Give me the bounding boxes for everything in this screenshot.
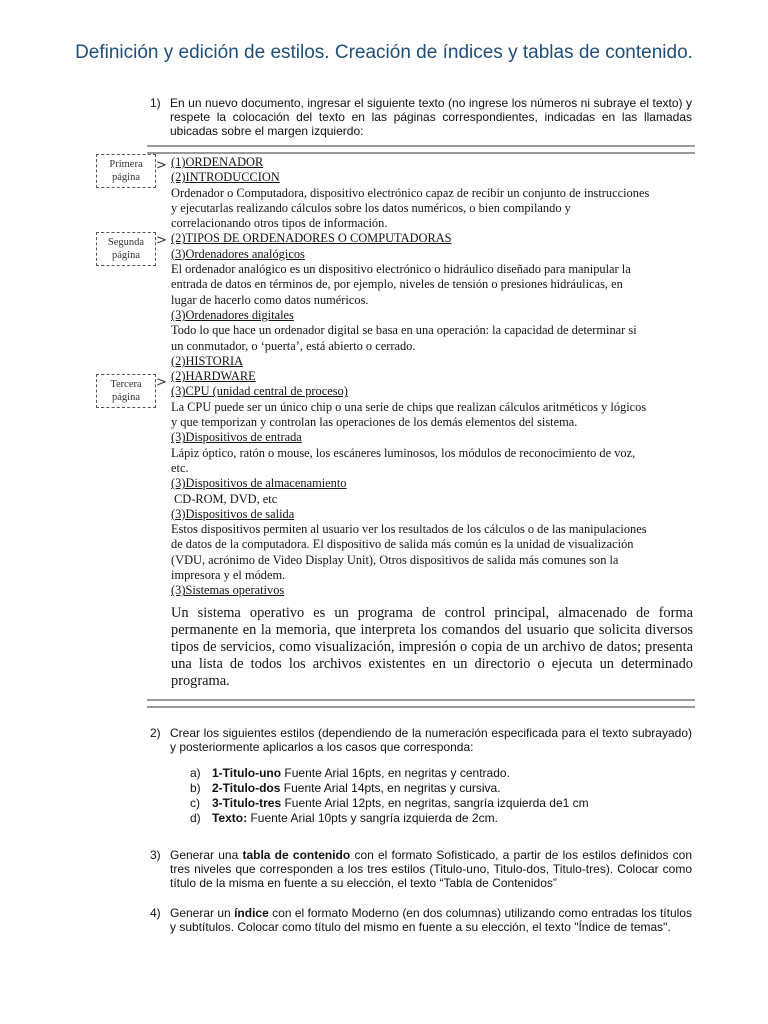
heading-level-1: (1)ORDENADOR bbox=[171, 155, 264, 169]
text-line: Todo lo que hace un ordenador digital se basa en una operación: la capacidad de determinar si bbox=[171, 323, 637, 338]
heading-level-3: (3)Dispositivos de almacenamiento bbox=[171, 476, 347, 491]
heading-level-2: (2)INTRODUCCION bbox=[171, 170, 280, 185]
heading-level-3: (3)Ordenadores analógicos bbox=[171, 246, 305, 261]
heading-level-3: (3)CPU (unidad central de proceso) bbox=[171, 384, 348, 399]
heading-level-3: (3)Ordenadores digitales bbox=[171, 307, 294, 322]
style-item: b) 2-Titulo-dos Fuente Arial 14pts, en negritas y cursiva. bbox=[190, 781, 501, 795]
callout-arrow-icon: > bbox=[156, 375, 167, 390]
callout-second-page: Segunda página bbox=[96, 232, 156, 266]
instruction-number: 3) bbox=[150, 848, 161, 862]
text-line: de datos de la computadora. El dispositivo de salida más común es la unidad de visualización bbox=[171, 537, 634, 552]
text-line: impresora y el módem. bbox=[171, 568, 286, 583]
callout-arrow-icon: > bbox=[156, 233, 167, 248]
text-line: lugar de hacerlo como datos numéricos. bbox=[171, 292, 369, 307]
instruction-number: 4) bbox=[150, 906, 161, 920]
separator-bottom bbox=[147, 699, 695, 708]
text-line: y que temporizan y controlan las operaciones de los demás elementos del sistema. bbox=[171, 415, 578, 430]
separator-top bbox=[147, 145, 695, 154]
instruction-text: Generar una tabla de contenido con el formato Sofisticado, a partir de los estilos definidos con tres niveles que corresponden a los tres estilos (Titulo-uno, Titulo-dos, Titulo-tres). Colocar como título de la misma en fuente a su elección, el texto “Tabla de Contenidos” bbox=[170, 848, 692, 890]
heading-level-2: (2)HARDWARE bbox=[171, 369, 256, 384]
text-line: (VDU, acrónimo de Video Display Unit), Otros dispositivos de salida más comunes son la bbox=[171, 552, 619, 567]
text-paragraph: Un sistema operativo es un programa de control principal, almacenado de forma permanente en la memoria, que interpreta los comandos del usuario que solicita diversos tipos de servicios, como visualización, impresión o copia de un archivo de datos; presenta una lista de todos los archivos existentes en un directorio o ejecuta un determinado programa. bbox=[171, 604, 693, 689]
text-line: Ordenador o Computadora, dispositivo electrónico capaz de recibir un conjunto de instrucciones bbox=[171, 185, 650, 200]
page-title: Definición y edición de estilos. Creación de índices y tablas de contenido. bbox=[75, 42, 693, 63]
heading-level-3: (3)Sistemas operativos bbox=[171, 583, 285, 598]
instruction-number: 2) bbox=[150, 726, 161, 740]
callout-first-page: Primera página bbox=[96, 154, 156, 188]
instruction-number: 1) bbox=[150, 96, 161, 110]
text-line: correlacionando otros tipos de información. bbox=[171, 216, 388, 231]
instruction-text: Generar un índice con el formato Moderno (en dos columnas) utilizando como entradas los títulos y subtítulos. Colocar como título del mismo en fuente a su elección, el texto "Índice de temas". bbox=[170, 906, 692, 934]
callout-third-page: Tercera página bbox=[96, 374, 156, 408]
heading-level-3: (3)Dispositivos de entrada bbox=[171, 430, 302, 445]
text-line: un conmutador, o ‘puerta’, está abierto o cerrado. bbox=[171, 338, 416, 353]
text-line: entrada de datos en términos de, por ejemplo, niveles de tensión o presiones hidráulicas, en bbox=[171, 277, 623, 292]
callout-arrow-icon: > bbox=[156, 158, 167, 173]
heading-level-2: (2)TIPOS DE ORDENADORES O COMPUTADORAS bbox=[171, 231, 452, 246]
style-item: a) 1-Titulo-uno Fuente Arial 16pts, en negritas y centrado. bbox=[190, 766, 510, 780]
instruction-4 bbox=[150, 906, 692, 934]
instruction-text: En un nuevo documento, ingresar el siguiente texto (no ingrese los números ni subraye el texto) y respete la colocación del texto en las páginas correspondientes, indicadas en las llamadas ubicadas sobre el margen izquierdo: bbox=[170, 96, 692, 138]
style-item: d) Texto: Fuente Arial 10pts y sangría izquierda de 2cm. bbox=[190, 811, 498, 825]
text-line: El ordenador analógico es un dispositivo electrónico o hidráulico diseñado para manipular la bbox=[171, 262, 631, 277]
instruction-3 bbox=[150, 848, 692, 890]
text-line: Lápiz óptico, ratón o mouse, los escáneres luminosos, los módulos de reconocimiento de voz, bbox=[171, 445, 636, 460]
text-line: y ejecutarlas realizando cálculos sobre los datos numéricos, o bien compilando y bbox=[171, 200, 571, 215]
heading-level-3: (3)Dispositivos de salida bbox=[171, 506, 295, 521]
instruction-1 bbox=[150, 96, 692, 138]
text-line: Estos dispositivos permiten al usuario ver los resultados de los cálculos o de las manipulaciones bbox=[171, 522, 647, 537]
instruction-2 bbox=[150, 726, 692, 754]
style-list bbox=[190, 766, 589, 826]
sample-document-text bbox=[171, 155, 693, 690]
text-line: etc. bbox=[171, 460, 189, 475]
instruction-text: Crear los siguientes estilos (dependiendo de la numeración especificada para el texto subrayado) y posteriormente aplicarlos a los casos que corresponda: bbox=[170, 726, 692, 754]
style-item: c) 3-Titulo-tres Fuente Arial 12pts, en negritas, sangría izquierda de1 cm bbox=[190, 796, 589, 810]
text-line: La CPU puede ser un único chip o una serie de chips que realizan cálculos aritméticos y lógicos bbox=[171, 399, 647, 414]
heading-level-2: (2)HISTORIA bbox=[171, 353, 244, 368]
text-line: CD-ROM, DVD, etc bbox=[174, 491, 278, 506]
